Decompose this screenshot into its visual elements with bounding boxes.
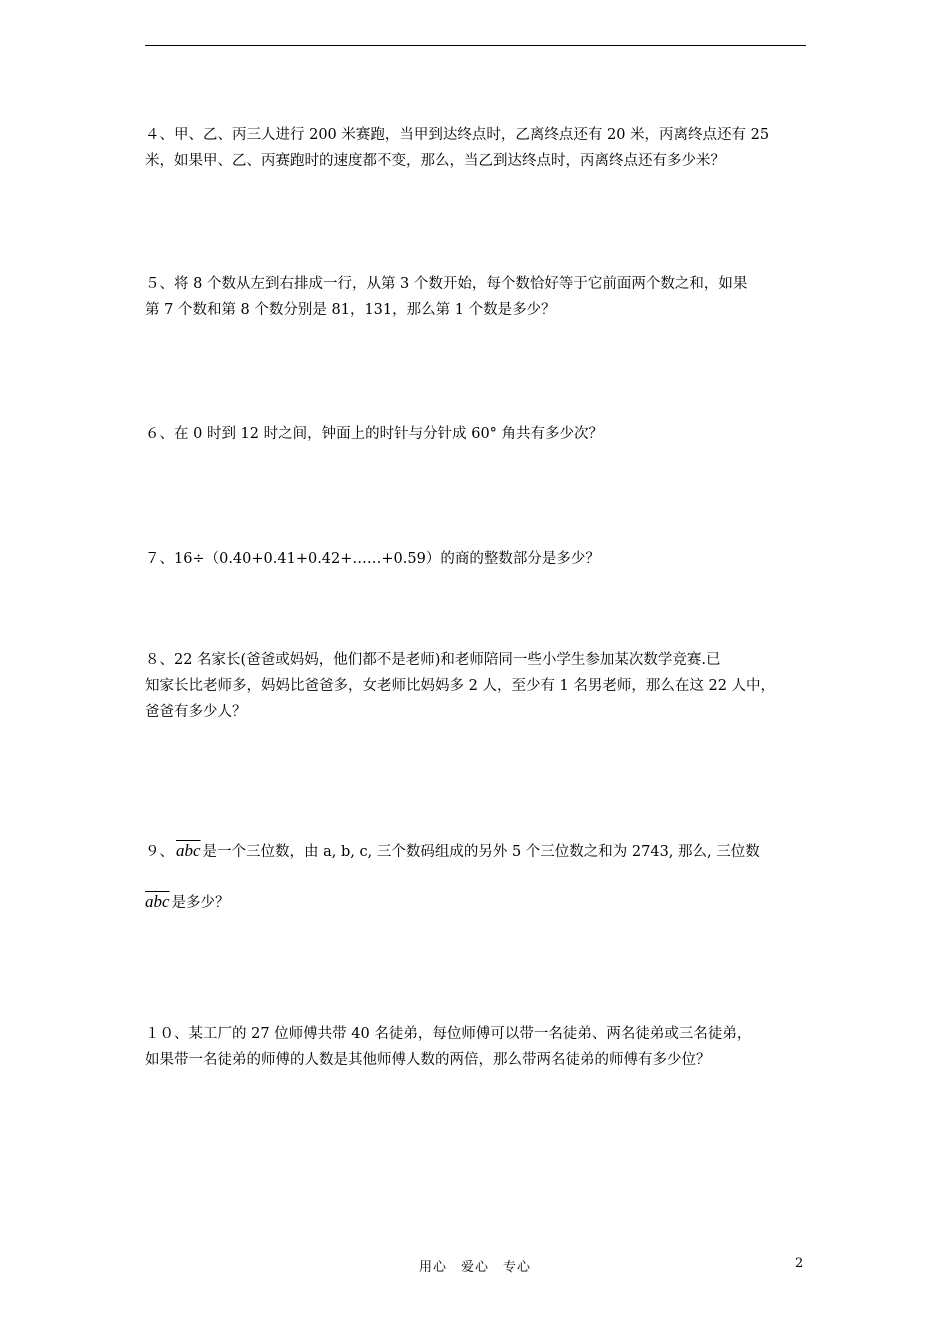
- problem-9-line-2-rest: 是多少？: [171, 895, 230, 911]
- problem-5: [145, 271, 810, 323]
- abc-overline-variable-2: $\overline{abc}$: [145, 892, 170, 911]
- abc-overline-variable: $\overline{abc}$: [176, 841, 201, 860]
- problem-8-line-1: ８、22 名家长(爸爸或妈妈，他们都不是老师)和老师陪同一些小学生参加某次数学竞赛.已: [145, 652, 721, 668]
- problem-10-line-1: １０、某工厂的 27 位师傅共带 40 名徒弟，每位师傅可以带一名徒弟、两名徒弟或三名徒弟，: [145, 1026, 752, 1042]
- problem-8-line-3: 爸爸有多少人？: [145, 704, 247, 720]
- problem-10: [145, 1021, 810, 1073]
- problem-4-line-1: ４、甲、乙、丙三人进行 200 米赛跑，当甲到达终点时，乙离终点还有 20 米，丙离终点还有 25: [145, 127, 770, 143]
- problem-9-prefix: ９、: [145, 844, 174, 860]
- problem-4-line-2: 米，如果甲、乙、丙赛跑时的速度都不变，那么，当乙到达终点时，丙离终点还有多少米？: [145, 153, 725, 169]
- problem-6-line-1: ６、在 0 时到 12 时之间，钟面上的时针与分针成 60° 角共有多少次？: [145, 426, 604, 442]
- problem-5-line-1: ５、将 8 个数从左到右排成一行，从第 3 个数开始，每个数恰好等于它前面两个数之和，如果: [145, 276, 748, 292]
- problem-7: [145, 546, 810, 572]
- problem-9-line-2: [145, 877, 810, 928]
- footer-motto: 用心 爱心 专心: [418, 1260, 531, 1275]
- problem-8-line-2: 知家长比老师多，妈妈比爸爸多，女老师比妈妈多 2 人，至少有 1 名男老师，那么在这 22 人中，: [145, 678, 776, 694]
- problem-6: [145, 421, 810, 447]
- problem-7-line-1: ７、16÷（0.40+0.41+0.42+……+0.59）的商的整数部分是多少？: [145, 551, 600, 567]
- problem-9-line-1: [145, 826, 810, 877]
- header-rule: [145, 45, 806, 46]
- problem-5-line-2: 第 7 个数和第 8 个数分别是 81，131，那么第 1 个数是多少？: [145, 302, 556, 318]
- problem-10-line-2: 如果带一名徒弟的师傅的人数是其他师傅人数的两倍，那么带两名徒弟的师傅有多少位？: [145, 1052, 711, 1068]
- problem-8: [145, 647, 810, 725]
- problem-9-line-1-rest: 是一个三位数，由 a, b, c, 三个数码组成的另外 5 个三位数之和为 2743, 那么, 三位数: [202, 844, 760, 860]
- problem-4: [145, 122, 810, 174]
- problem-9: [145, 826, 810, 928]
- page-number: 2: [795, 1256, 804, 1271]
